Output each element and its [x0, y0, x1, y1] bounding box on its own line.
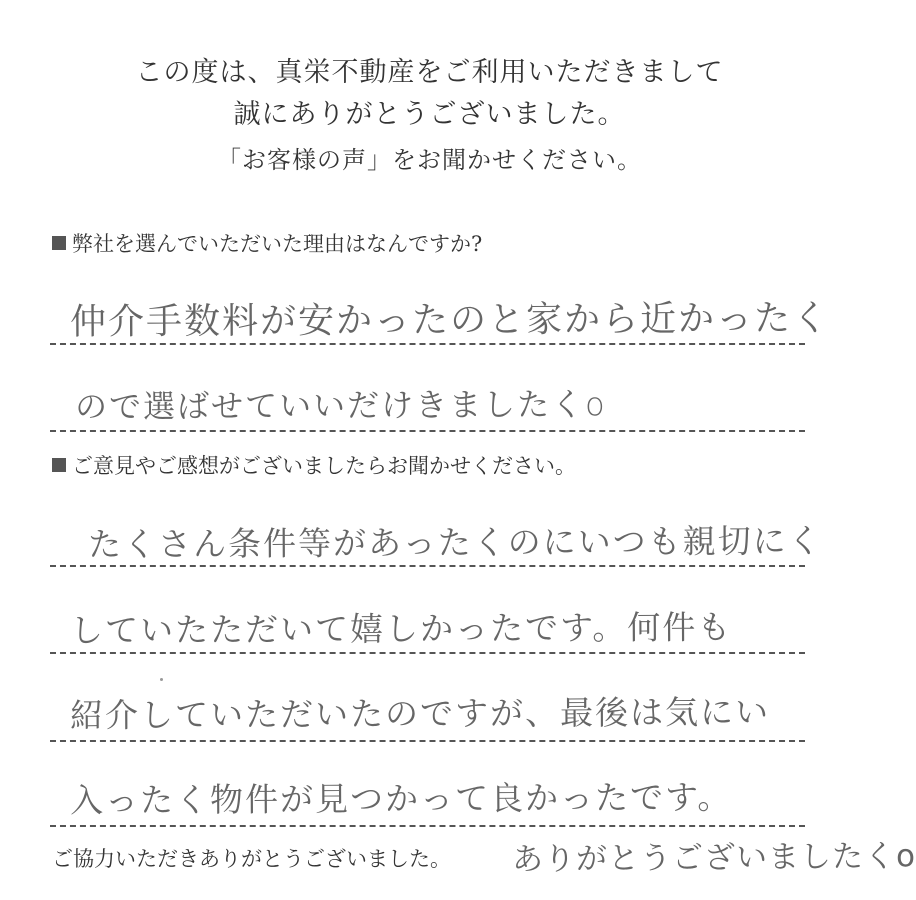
dashed-divider	[50, 565, 805, 567]
answer-1-line-2: ので選ばせていいだけきましたくо	[74, 385, 607, 426]
answer-2-line-2: していたただいて嬉しかったです。何件も	[69, 607, 733, 650]
question-1-label: 弊社を選んでいただいた理由はなんですか?	[72, 232, 483, 256]
square-bullet-icon	[52, 458, 66, 472]
footer-thanks-handwritten: ありがとうございましたくo	[511, 838, 916, 878]
dashed-divider	[50, 825, 805, 827]
answer-1-line-1: 仲介手数料が安かったのと家から近かったく	[69, 297, 831, 343]
dashed-divider	[50, 343, 805, 345]
header-line-2: 誠にありがとうございました。	[233, 99, 626, 130]
header-line-1: この度は、真栄不動産をご利用いただきまして	[135, 57, 724, 88]
dashed-divider	[50, 652, 805, 654]
answer-2-line-3: 紹介していただいたのですが、最後は気にい	[69, 692, 771, 735]
answer-2-line-4: 入ったく物件が見つかって良かったです。	[69, 777, 733, 820]
dashed-divider	[50, 740, 805, 742]
header-line-3: 「お客様の声」をお聞かせください。	[217, 146, 642, 174]
square-bullet-icon	[52, 236, 66, 250]
dashed-divider	[50, 430, 805, 432]
question-1	[52, 228, 482, 258]
answer-2-line-1: たくさん条件等があったくのにいつも親切にく	[87, 521, 823, 564]
footer-thanks-printed: ご協力いただきありがとうございました。	[52, 847, 451, 871]
question-2-label: ご意見やご感想がございましたらお聞かせください。	[72, 454, 576, 478]
question-2	[52, 450, 576, 480]
paper-speck	[160, 678, 163, 681]
